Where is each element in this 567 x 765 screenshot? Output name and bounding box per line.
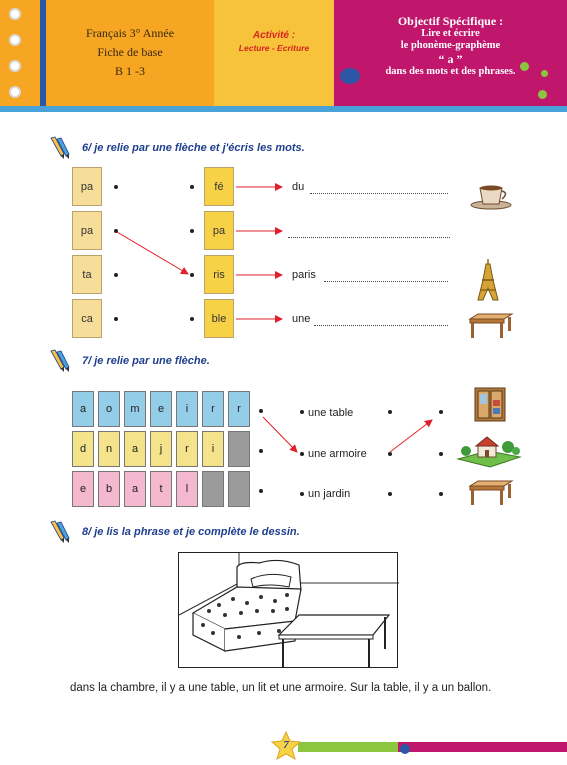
- pencils-icon: [48, 520, 72, 544]
- blank-cell: [228, 471, 250, 507]
- connection-arrow: [117, 232, 188, 274]
- activity-value: Lecture - Ecriture: [238, 43, 310, 53]
- course-sheet: Fiche de base: [97, 45, 163, 59]
- letter-cell[interactable]: e: [150, 391, 172, 427]
- exercise-8-title: 8/ je lis la phrase et je complète le dessin.: [82, 526, 300, 538]
- answer-line[interactable]: [288, 237, 450, 238]
- connector-dot[interactable]: [114, 317, 118, 321]
- blank-cell: [228, 431, 250, 467]
- decor-dot: [541, 70, 548, 77]
- header-bottom-stripe: [0, 106, 567, 112]
- decor-dot: [520, 62, 529, 71]
- objective-line-2: le phonème-graphème: [400, 40, 501, 51]
- letter-cell[interactable]: a: [124, 471, 146, 507]
- decor-dot: [340, 68, 360, 84]
- connector-dot[interactable]: [259, 449, 263, 453]
- connector-dot[interactable]: [114, 273, 118, 277]
- letter-cell[interactable]: r: [202, 391, 224, 427]
- course-info: [46, 24, 214, 81]
- answer-line[interactable]: [310, 193, 448, 194]
- letter-cell[interactable]: l: [176, 471, 198, 507]
- letter-cell[interactable]: n: [98, 431, 120, 467]
- right-syllable-cell[interactable]: ris: [204, 255, 234, 294]
- connector-dot[interactable]: [259, 409, 263, 413]
- course-code: B 1 -3: [115, 64, 145, 78]
- bedroom-sketch-icon: [179, 553, 399, 669]
- word-label: une armoire: [308, 448, 367, 460]
- exercise-7-title: 7/ je relie par une flèche.: [82, 355, 210, 367]
- connector-dot[interactable]: [190, 317, 194, 321]
- connection-arrow: [390, 420, 432, 452]
- connector-dot[interactable]: [300, 492, 304, 496]
- answer-text: du: [292, 181, 305, 193]
- letter-cell[interactable]: t: [150, 471, 172, 507]
- binder-ring-icon: [9, 60, 21, 72]
- header-activity-panel: [214, 0, 334, 106]
- wardrobe-icon: [472, 386, 508, 422]
- answer-line[interactable]: [314, 325, 448, 326]
- letter-cell[interactable]: i: [202, 431, 224, 467]
- objective-heading: Objectif Spécifique :: [397, 14, 504, 28]
- exercise-8-sentence: dans la chambre, il y a une table, un lit et une armoire. Sur la table, il y a un ballon.: [70, 682, 492, 694]
- connector-dot[interactable]: [388, 492, 392, 496]
- table-icon: [466, 311, 514, 339]
- word-label: une table: [308, 407, 354, 419]
- objective-grapheme: “ a ”: [438, 52, 463, 66]
- letter-cell[interactable]: a: [124, 431, 146, 467]
- binder-ring-icon: [9, 34, 21, 46]
- right-syllable-cell[interactable]: ble: [204, 299, 234, 338]
- letter-cell[interactable]: i: [176, 391, 198, 427]
- letter-cell[interactable]: b: [98, 471, 120, 507]
- letter-cell[interactable]: o: [98, 391, 120, 427]
- connector-dot[interactable]: [190, 229, 194, 233]
- letter-cell[interactable]: e: [72, 471, 94, 507]
- blank-cell: [202, 471, 224, 507]
- connector-dot[interactable]: [439, 452, 443, 456]
- answer-text: paris: [292, 269, 316, 281]
- coffee-cup-icon: [468, 180, 514, 210]
- binder-ring-icon: [9, 86, 21, 98]
- course-level: Français 3° Année: [85, 26, 175, 40]
- connector-dot[interactable]: [439, 410, 443, 414]
- connector-dot[interactable]: [439, 492, 443, 496]
- connection-arrow: [263, 417, 297, 452]
- connector-dot[interactable]: [114, 185, 118, 189]
- letter-cell[interactable]: m: [124, 391, 146, 427]
- word-label: un jardin: [308, 488, 351, 500]
- binder-strip: [0, 0, 30, 106]
- letter-cell[interactable]: d: [72, 431, 94, 467]
- binder-ring-icon: [9, 8, 21, 20]
- connector-dot[interactable]: [300, 452, 304, 456]
- left-syllable-cell[interactable]: ca: [72, 299, 102, 338]
- connector-dot[interactable]: [388, 452, 392, 456]
- answer-text: une: [292, 313, 311, 325]
- connector-dot[interactable]: [190, 185, 194, 189]
- connector-dot[interactable]: [388, 410, 392, 414]
- left-syllable-cell[interactable]: ta: [72, 255, 102, 294]
- pencils-icon: [48, 349, 72, 373]
- activity-label: Activité :: [252, 30, 296, 41]
- connector-dot[interactable]: [114, 229, 118, 233]
- left-syllable-cell[interactable]: pa: [72, 167, 102, 206]
- left-syllable-cell[interactable]: pa: [72, 211, 102, 250]
- objective-line-4: dans des mots et des phrases.: [385, 66, 516, 77]
- answer-line[interactable]: [324, 281, 448, 282]
- letter-cell[interactable]: r: [228, 391, 250, 427]
- footer-bar-green: [298, 742, 398, 752]
- right-syllable-cell[interactable]: pa: [204, 211, 234, 250]
- connector-dot[interactable]: [259, 489, 263, 493]
- footer-dot: [400, 744, 410, 754]
- decor-dot: [538, 90, 547, 99]
- letter-cell[interactable]: r: [176, 431, 198, 467]
- objective-info: [334, 14, 567, 78]
- table-icon: [466, 478, 514, 506]
- activity-info: [214, 30, 334, 53]
- connector-dot[interactable]: [300, 410, 304, 414]
- pencils-icon: [48, 136, 72, 160]
- letter-cell[interactable]: a: [72, 391, 94, 427]
- page-number: 7: [283, 739, 289, 751]
- page-header: [0, 0, 567, 108]
- house-garden-icon: [456, 433, 522, 469]
- eiffel-tower-icon: [474, 258, 502, 302]
- exercise-6-title: 6/ je relie par une flèche et j'écris les mots.: [82, 142, 305, 154]
- room-drawing[interactable]: [178, 552, 398, 668]
- letter-cell[interactable]: j: [150, 431, 172, 467]
- footer-bar-magenta: [398, 742, 567, 752]
- right-syllable-cell[interactable]: fé: [204, 167, 234, 206]
- objective-line-1: Lire et écrire: [421, 28, 480, 39]
- connector-dot[interactable]: [190, 273, 194, 277]
